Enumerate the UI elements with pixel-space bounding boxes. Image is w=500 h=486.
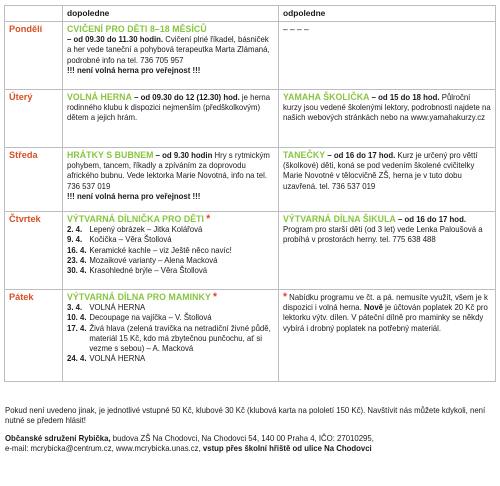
list-date: 3. 4. — [67, 302, 83, 313]
day-label: Pondělí — [5, 22, 63, 90]
asterisk-icon: * — [283, 291, 287, 303]
tuesday-morning-cell — [63, 90, 279, 148]
footer-fee-text: Pokud není uvedeno jinak, je jednotlivé vstupné 50 Kč, klubové 30 Kč (klubová karta na pololetí 150 Kč). Navštívit nás můžete kdykoli, není nutné se předem hlásit! — [5, 405, 486, 426]
list-item: Keramické kachle – viz Ještě něco navíc! — [89, 244, 232, 255]
activity-time: – od 16 do 17 hod. — [398, 214, 466, 224]
list-date: 10. 4. — [67, 312, 87, 323]
row-friday — [5, 290, 496, 382]
day-label: Úterý — [5, 90, 63, 148]
list-date: 23. 4. — [67, 254, 87, 265]
tuesday-afternoon-cell — [279, 90, 496, 148]
row-thursday — [5, 212, 496, 290]
list-item: Mozaikové varianty – Alena Macková — [89, 254, 218, 265]
organization-name: Občanské sdružení Rybička, — [5, 433, 111, 443]
activity-title: TANEČKY — [283, 149, 326, 160]
monday-morning-cell — [63, 22, 279, 90]
activity-time: – od 09.30 do 11.30 hodin. — [67, 34, 164, 45]
asterisk-icon: * — [213, 291, 218, 303]
list-date: 9. 4. — [67, 234, 83, 245]
activity-title: YAMAHA ŠKOLIČKA — [283, 91, 370, 102]
activity-time: – od 09.30 do 12 (12.30) hod. — [134, 92, 240, 102]
day-label: Středa — [5, 148, 63, 212]
activity-note: !!! není volná herna pro veřejnost !!! — [67, 64, 201, 75]
footer-contact — [5, 433, 498, 453]
thursday-afternoon-cell — [279, 212, 496, 290]
schedule-table — [4, 5, 496, 382]
entrance-info: vstup přes školní hřiště od ulice Na Chodovci — [202, 443, 372, 454]
list-date: 17. 4. — [67, 322, 87, 333]
friday-afternoon-cell — [279, 290, 496, 382]
list-date: 24. 4. — [67, 353, 87, 364]
list-item: VOLNÁ HERNA — [89, 353, 146, 364]
activity-text: Kurz je určený pro věttí (školkové) děti, koná se pod vedením školené cvičitelky Marie Novotné v tělocvičně ZŠ, herna je v tuto dobu uzavřená. tel. 736 537 019 — [283, 150, 478, 191]
list-item: VOLNÁ HERNA — [89, 302, 146, 313]
activity-text: Program pro starší děti (od 3 let) vede Lenka Paloušová a probíhá v prostorách herny. tel. 775 638 488 — [283, 224, 483, 245]
new-label: Nově — [363, 302, 384, 313]
activity-title: CVIČENÍ PRO DĚTI 8–18 MĚSÍCŮ — [67, 23, 207, 34]
row-tuesday — [5, 90, 496, 148]
workshop-list — [67, 224, 274, 275]
activity-title: HRÁTKY S BUBNEM — [67, 149, 154, 160]
header-row — [5, 6, 496, 22]
activity-text: Hry s rytmickým pohybem, tancem, říkadly a zpíváním za doprovodu afrického bubnu. Vede lektorka Marie Novotná, info na tel. 736 537 019 — [67, 150, 270, 191]
list-item: Krasohledné brýle – Věra Štollová — [89, 265, 208, 276]
activity-text: Cvičení plné říkadel, básniček a her vede taneční a pohybová terapeutka Marta Zlámaná, podrobné info na tel. 736 705 957 — [67, 34, 270, 65]
footer-note — [5, 405, 498, 425]
activity-title: VÝTVARNÁ DÍLNA ŠIKULA — [283, 213, 396, 224]
activity-title: VÝTVARNÁ DÍLNIČKA PRO DĚTI — [67, 213, 205, 224]
wednesday-morning-cell — [63, 148, 279, 212]
activity-time: – od 9.30 hodin — [155, 150, 213, 160]
header-morning: dopoledne — [63, 6, 279, 22]
header-corner — [5, 6, 63, 22]
row-monday — [5, 22, 496, 90]
asterisk-icon: * — [206, 213, 211, 225]
activity-note: !!! není volná herna pro veřejnost !!! — [67, 190, 201, 201]
organization-address: budova ZŠ Na Chodovci, Na Chodovci 54, 140 00 Praha 4, IČO: 27010295, — [112, 433, 374, 443]
list-date: 16. 4. — [67, 244, 87, 255]
header-afternoon: odpoledne — [279, 6, 496, 22]
activity-title: VOLNÁ HERNA — [67, 91, 132, 102]
activity-title: VÝTVARNÁ DÍLNA PRO MAMINKY — [67, 291, 211, 302]
row-wednesday — [5, 148, 496, 212]
list-date: 30. 4. — [67, 265, 87, 276]
day-label: Čtvrtek — [5, 212, 63, 290]
activity-text: Půlroční kurzy jsou vedené školenými lektory, podrobnosti najdete na našich webových stránkách nebo na www.yamahakurzy.cz — [283, 92, 491, 123]
wednesday-afternoon-cell — [279, 148, 496, 212]
list-date: 2. 4. — [67, 224, 83, 235]
list-item: Živá hlava (zelená travička na netradiční živné půdě, materiál 15 Kč, kdo má zbytečnou punčochu, ať si vezme s sebou) – A. Macková — [89, 322, 271, 354]
workshop-list — [67, 302, 274, 363]
activity-text: Nabídku programu ve čt. a pá. nemusíte využít, všem je k dispozici i volná herna. — [283, 292, 488, 313]
empty-slot-text: – – – – — [283, 24, 309, 34]
friday-morning-cell — [63, 290, 279, 382]
activity-text: je herna rodinného klubu k dispozici nejmenším (předškolkovým) dětem a jejich hrám. — [67, 92, 271, 123]
activity-time: – od 15 do 18 hod. — [371, 92, 440, 102]
list-item: Kočička – Věra Štollová — [89, 234, 172, 245]
thursday-morning-cell — [63, 212, 279, 290]
monday-afternoon-cell — [279, 22, 496, 90]
list-item: Decoupage na vajíčka – V. Štollová — [89, 312, 212, 323]
activity-text-2: je účtován poplatek 20 Kč pro lektorku výtv. dílen. V páteční dílně pro maminky se někdy vybírá i drobný poplatek na potřebný materiál. — [283, 302, 488, 333]
day-label: Pátek — [5, 290, 63, 382]
activity-time: – od 16 do 17 hod. — [327, 150, 396, 160]
list-item: Lepený obrázek – Jitka Kolářová — [89, 224, 203, 235]
organization-contact: e-mail: mcrybicka@centrum.cz, www.mcrybicka.unas.cz, — [5, 443, 201, 454]
